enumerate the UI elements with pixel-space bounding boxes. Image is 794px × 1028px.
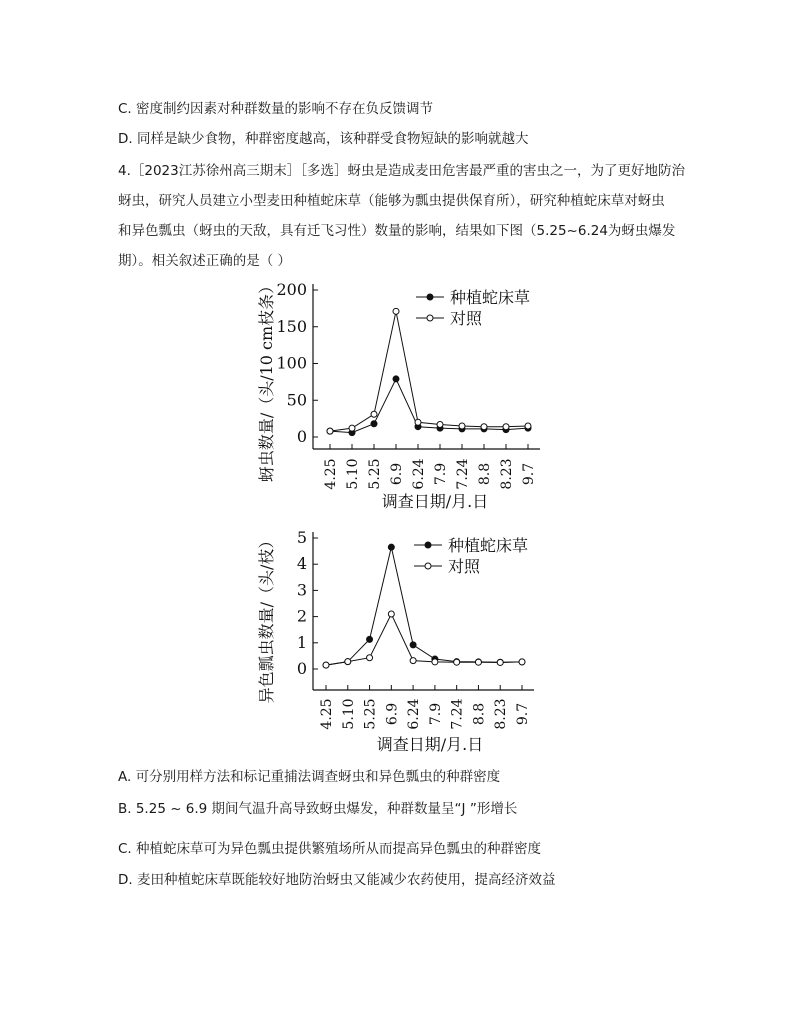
data-point xyxy=(327,428,333,434)
y-tick-label: 3 xyxy=(296,580,307,600)
x-tick-label: 7.24 xyxy=(449,698,466,730)
data-point xyxy=(323,662,329,668)
y-tick-label: 0 xyxy=(296,659,307,678)
legend-marker xyxy=(425,563,431,569)
y-tick-label: 150 xyxy=(276,316,307,336)
chart-1 xyxy=(257,278,540,511)
data-point xyxy=(388,544,394,550)
x-tick-label: 8.23 xyxy=(493,698,510,730)
data-point xyxy=(503,424,509,430)
question-4-line-1: 4.［2023江苏徐州高三期末］［多选］蚜虫是造成麦田危害最严重的害虫之一，为了更好地防治 xyxy=(118,163,685,179)
option-a[interactable]: A. 可分别用样方法和标记重捕法调查蚜虫和异色瓢虫的种群密度 xyxy=(118,769,501,785)
x-axis-label: 调查日期/月.日 xyxy=(376,735,484,754)
data-point xyxy=(415,419,421,425)
data-point xyxy=(393,308,399,314)
legend-label: 对照 xyxy=(450,309,483,328)
data-point xyxy=(371,411,377,417)
x-tick-label: 6.9 xyxy=(384,702,401,726)
series-line-2 xyxy=(330,311,528,431)
data-point xyxy=(345,659,351,665)
data-point xyxy=(371,421,377,427)
x-tick-label: 5.25 xyxy=(362,698,379,730)
series-line-2 xyxy=(326,614,522,665)
x-tick-label: 7.9 xyxy=(433,462,449,486)
legend-label: 对照 xyxy=(448,557,481,576)
legend-marker xyxy=(427,294,433,300)
x-tick-label: 5.25 xyxy=(367,458,383,490)
x-tick-label: 9.7 xyxy=(515,702,531,726)
legend-label: 种植蛇床草 xyxy=(450,288,531,307)
y-tick-label: 5 xyxy=(296,528,307,547)
x-tick-label: 4.25 xyxy=(319,698,335,730)
data-point xyxy=(410,658,416,664)
x-tick-label: 7.9 xyxy=(427,702,444,726)
y-tick-label: 50 xyxy=(286,390,307,410)
x-tick-label: 6.9 xyxy=(389,462,405,486)
x-tick-label: 7.24 xyxy=(455,458,471,490)
data-point xyxy=(393,376,399,382)
option-c[interactable]: C. 种植蛇床草可为异色瓢虫提供繁殖场所从而提高异色瓢虫的种群密度 xyxy=(118,841,542,857)
y-tick-label: 0 xyxy=(296,427,307,446)
x-tick-label: 4.25 xyxy=(323,458,339,490)
data-point xyxy=(454,659,460,665)
x-tick-label: 6.24 xyxy=(406,698,423,730)
question-4-line-4: 期）。相关叙述正确的是（ ） xyxy=(118,253,292,269)
data-point xyxy=(475,659,481,665)
legend-marker xyxy=(427,315,433,321)
option-d[interactable]: D. 麦田种植蛇床草既能较好地防治蚜虫又能减少农药使用，提高经济效益 xyxy=(118,872,556,888)
y-tick-label: 2 xyxy=(296,606,307,626)
data-point xyxy=(349,425,355,431)
y-axis-label: 异色瓢虫数量/（头/枝） xyxy=(257,532,276,704)
question-4-line-3: 和异色瓢虫（蚜虫的天敌，具有迁飞习性）数量的影响，结果如下图（5.25~6.24为蚜虫爆发 xyxy=(118,223,676,239)
x-tick-label: 9.7 xyxy=(521,462,537,486)
data-point xyxy=(388,611,394,617)
x-axis-label: 调查日期/月.日 xyxy=(381,492,489,511)
legend-marker xyxy=(425,542,431,548)
x-tick-label: 5.10 xyxy=(345,458,361,490)
data-point xyxy=(519,659,525,665)
legend-label: 种植蛇床草 xyxy=(448,536,529,555)
series-line-1 xyxy=(330,379,528,433)
y-tick-label: 200 xyxy=(276,280,307,299)
question-4-line-2: 蚜虫，研究人员建立小型麦田种植蛇床草（能够为瓢虫提供保育所），研究种植蛇床草对蚜虫 xyxy=(118,193,665,209)
data-point xyxy=(481,424,487,430)
x-tick-label: 8.23 xyxy=(499,458,515,490)
data-point xyxy=(437,422,443,428)
y-axis-label: 蚜虫数量/（头/10 cm枝条） xyxy=(257,277,276,483)
series-line-1 xyxy=(326,547,522,665)
y-tick-label: 100 xyxy=(276,353,307,373)
x-tick-label: 6.24 xyxy=(411,458,427,490)
data-point xyxy=(525,423,531,429)
chart-2 xyxy=(257,528,534,754)
y-tick-label: 1 xyxy=(296,632,307,652)
data-point xyxy=(497,659,503,665)
x-tick-label: 5.10 xyxy=(340,698,357,730)
x-tick-label: 8.8 xyxy=(471,702,488,726)
option-c-prev: C. 密度制约因素对种群数量的影响不存在负反馈调节 xyxy=(118,101,434,117)
x-tick-label: 8.8 xyxy=(477,462,493,486)
data-point xyxy=(459,423,465,429)
option-d-prev: D. 同样是缺少食物，种群密度越高，该种群受食物短缺的影响就越大 xyxy=(118,131,529,147)
data-point xyxy=(432,659,438,665)
data-point xyxy=(410,642,416,648)
data-point xyxy=(367,636,373,642)
option-b[interactable]: B. 5.25 ~ 6.9 期间气温升高导致蚜虫爆发，种群数量呈“J ”形增长 xyxy=(118,801,518,817)
data-point xyxy=(367,655,373,661)
y-tick-label: 4 xyxy=(296,554,307,574)
